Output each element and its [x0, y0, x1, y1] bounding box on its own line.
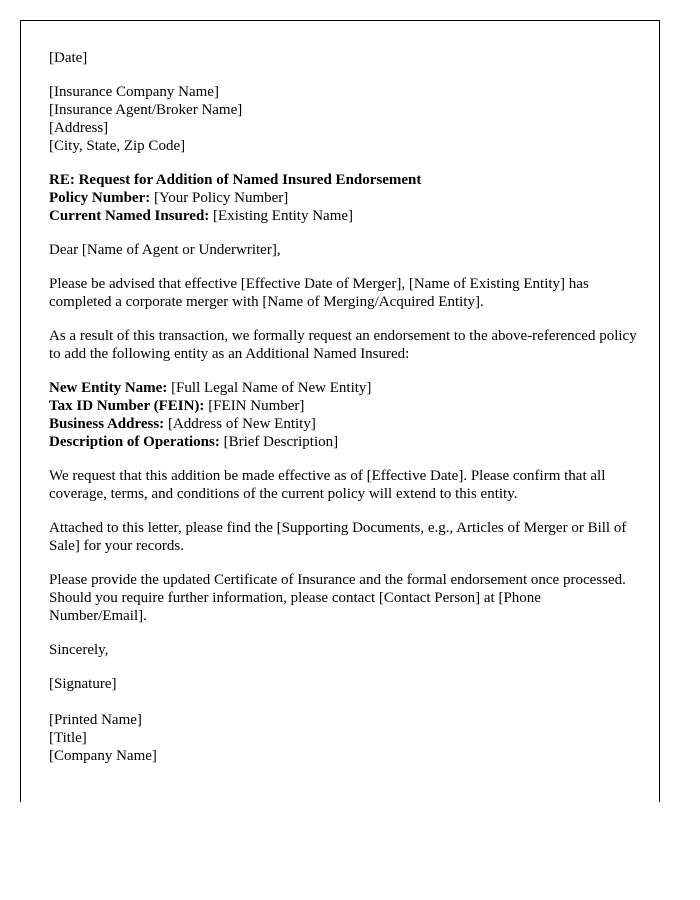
recipient-city-state-zip: [City, State, Zip Code] — [49, 138, 186, 154]
paragraph-5-text: Please provide the updated Certificate of Insurance and the formal endorsement once processed. Should you require further information, please contact [Contact Person] at [Phone Number/Email]. — [49, 572, 626, 624]
recipient-company: [Insurance Company Name] — [49, 84, 219, 100]
signer-company: [Company Name] — [49, 748, 157, 764]
paragraph-3-text: We request that this addition be made effective as of [Effective Date]. Please confirm that all coverage, terms, and conditions of the current policy will extend to this entity. — [49, 468, 606, 502]
recipient-address: [Address] — [49, 120, 109, 136]
salutation-block — [49, 241, 641, 259]
paragraph-4-text: Attached to this letter, please find the [Supporting Documents, e.g., Articles of Merger or Bill of Sale] for your records. — [49, 520, 627, 554]
operations-label: Description of Operations: — [49, 434, 220, 450]
paragraph-1-text: Please be advised that effective [Effective Date of Merger], [Name of Existing Entity] has completed a corporate merger with [Name of Merging/Acquired Entity]. — [49, 276, 589, 310]
entity-name-label: New Entity Name: — [49, 380, 168, 396]
salutation: Dear [Name of Agent or Underwriter], — [49, 242, 281, 258]
paragraph-1 — [49, 275, 641, 311]
closing-sincerely: Sincerely, — [49, 642, 109, 658]
entity-details-block — [49, 379, 641, 451]
paragraph-3 — [49, 467, 641, 503]
business-address-line — [49, 415, 641, 433]
business-address-label: Business Address: — [49, 416, 165, 432]
closing-block — [49, 641, 641, 659]
recipient-agent: [Insurance Agent/Broker Name] — [49, 102, 243, 118]
signature: [Signature] — [49, 676, 117, 692]
signer-block — [49, 711, 641, 765]
recipient-block — [49, 83, 641, 155]
re-subject: RE: Request for Addition of Named Insured Endorsement — [49, 172, 422, 188]
policy-number-label: Policy Number: — [49, 190, 151, 206]
paragraph-2 — [49, 327, 641, 363]
signature-block — [49, 675, 641, 693]
letter-body — [49, 49, 641, 781]
entity-name-line — [49, 379, 641, 397]
business-address-value: [Address of New Entity] — [167, 416, 316, 432]
tax-id-label: Tax ID Number (FEIN): — [49, 398, 205, 414]
paragraph-4 — [49, 519, 641, 555]
letter-date: [Date] — [49, 50, 88, 66]
current-named-insured-label: Current Named Insured: — [49, 208, 210, 224]
re-block — [49, 171, 641, 225]
signer-title: [Title] — [49, 730, 87, 746]
current-named-insured-value: [Existing Entity Name] — [213, 208, 354, 224]
operations-line — [49, 433, 641, 451]
operations-value: [Brief Description] — [223, 434, 339, 450]
letter-page — [20, 20, 660, 802]
entity-name-value: [Full Legal Name of New Entity] — [171, 380, 372, 396]
tax-id-line — [49, 397, 641, 415]
current-named-insured-line — [49, 207, 641, 225]
policy-number-value: [Your Policy Number] — [153, 190, 289, 206]
paragraph-5 — [49, 571, 641, 625]
printed-name: [Printed Name] — [49, 712, 142, 728]
date-block — [49, 49, 641, 67]
policy-number-line — [49, 189, 641, 207]
tax-id-value: [FEIN Number] — [208, 398, 305, 414]
paragraph-2-text: As a result of this transaction, we formally request an endorsement to the above-referenced policy to add the following entity as an Additional Named Insured: — [49, 328, 637, 362]
